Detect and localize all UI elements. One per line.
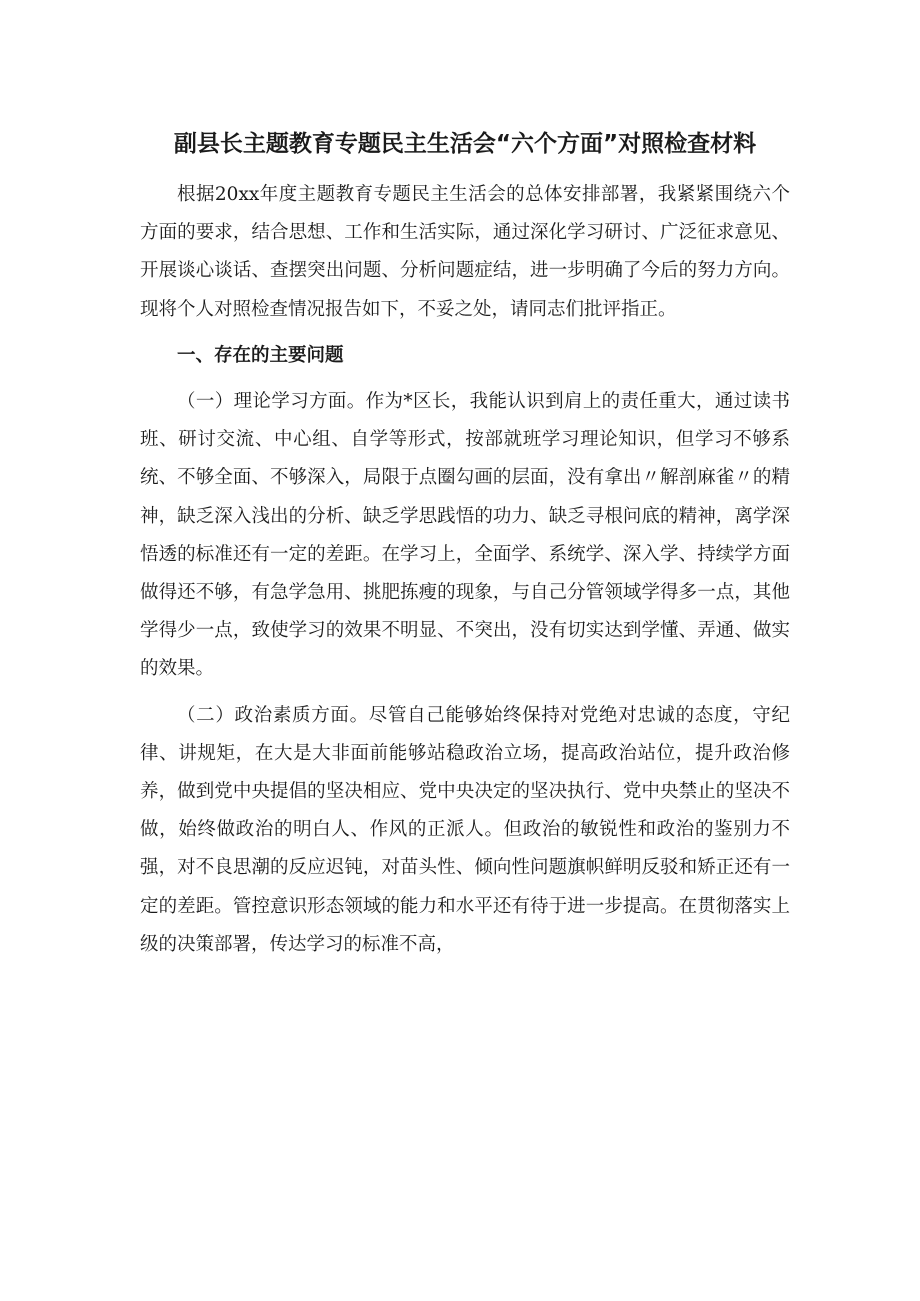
- document-title: 副县长主题教育专题民主生活会“六个方面”对照检查材料: [173, 131, 757, 157]
- section-heading-problems: 一、存在的主要问题: [177, 344, 344, 366]
- paragraph-theory-study: （一）理论学习方面。作为*区长，我能认识到肩上的责任重大，通过读书班、研讨交流、中心组、自学等形式，按部就班学习理论知识，但学习不够系统、不够全面、不够深入，局限于点圈勾画的层面，没有拿出〃解剖麻雀〃的精神，缺乏深入浅出的分析、缺乏学思践悟的功力、缺乏寻根问底的精神，离学深悟透的标准还有一定的差距。在学习上，全面学、系统学、深入学、持续学方面做得还不够，有急学急用、挑肥拣瘦的现象，与自己分管领域学得多一点，其他学得少一点，致使学习的效果不明显、不突出，没有切实达到学懂、弄通、做实的效果。: [140, 391, 790, 680]
- paragraph-political-quality: （二）政治素质方面。尽管自己能够始终保持对党绝对忠诚的态度，守纪律、讲规矩，在大是大非面前能够站稳政治立场，提高政治站位，提升政治修养，做到党中央提倡的坚决相应、党中央决定的坚决执行、党中央禁止的坚决不做，始终做政治的明白人、作风的正派人。但政治的敏锐性和政治的鉴别力不强，对不良思潮的反应迟钝，对苗头性、倾向性问题旗帜鲜明反驳和矫正还有一定的差距。管控意识形态领域的能力和水平还有待于进一步提高。在贯彻落实上级的决策部署，传达学习的标准不高，: [140, 704, 790, 955]
- document-body: [140, 176, 790, 972]
- intro-paragraph: 根据20xx年度主题教育专题民主生活会的总体安排部署，我紧紧围绕六个方面的要求，结合思想、工作和生活实际，通过深化学习研讨、广泛征求意见、开展谈心谈话、查摆突出问题、分析问题症结，进一步明确了今后的努力方向。现将个人对照检查情况报告如下，不妥之处，请同志们批评指正。: [140, 184, 790, 320]
